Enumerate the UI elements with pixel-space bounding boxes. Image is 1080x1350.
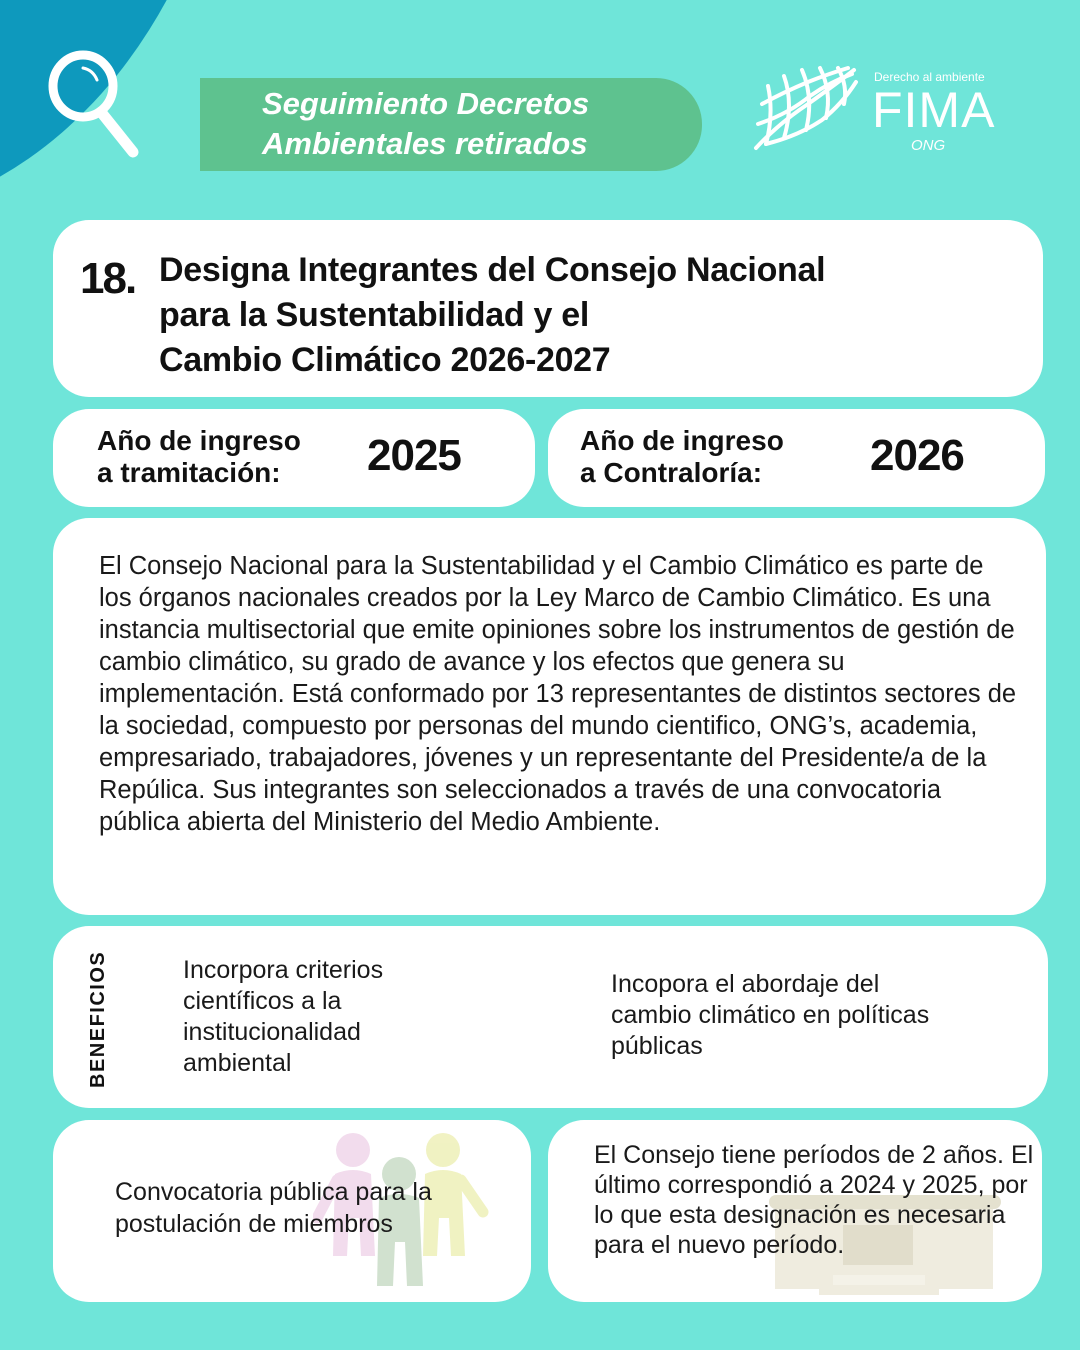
year-label-line2: a tramitación: — [97, 457, 281, 488]
logo-suffix: ONG — [911, 137, 946, 154]
decree-number: 18. — [80, 254, 136, 303]
header-title-line1: Seguimiento Decretos — [262, 86, 590, 121]
year-tramitacion-value: 2025 — [367, 431, 461, 480]
decree-title — [159, 248, 1029, 383]
globe-net-icon — [748, 64, 860, 154]
year-tramitacion-label — [97, 425, 301, 489]
year-label-line1: Año de ingreso — [97, 425, 301, 456]
search-icon — [45, 48, 145, 160]
fima-logo — [748, 62, 1018, 162]
benefit-item: Incorpora criterios científicos a la institucionalidad ambiental — [183, 956, 384, 1077]
period-note-text: El Consejo tiene períodos de 2 años. El último correspondió a 2024 y 2025, por lo que esta designación es necesaria para el nuevo período. — [594, 1141, 1034, 1259]
logo-tagline: Derecho al ambiente — [874, 70, 985, 84]
period-card — [548, 1120, 1042, 1302]
description-text: El Consejo Nacional para la Sustentabilidad y el Cambio Climático es parte de los órganos nacionales creados por la Ley Marco de Cambio Climático. Es una instancia multisectorial que emite opiniones sobre los instrumentos de gestión de cambio climático, su grado de avance y los efectos que genera su implementación. Está conformado por 13 representantes de distintos sectores de la sociedad, compuesto por personas del mundo cientifico, ONG’s, academia, empresariado, trabajadores, jóvenes y un representante del Presidente/a de la Repúlica. Sus integrantes son seleccionados a través de una convocatoria pública abierta del Ministerio del Medio Ambiente. — [99, 552, 1017, 836]
year-tramitacion-card — [53, 409, 535, 507]
header-title-line2: Ambientales retirados — [262, 126, 588, 161]
year-contraloria-card — [548, 409, 1045, 507]
benefit-item: Incopora el abordaje del cambio climático en políticas públicas — [611, 970, 930, 1060]
benefits-label: BENEFICIOS — [87, 950, 109, 1088]
year-contraloria-label — [580, 425, 784, 489]
header-title — [262, 84, 682, 164]
decree-title-line3: Cambio Climático 2026-2027 — [159, 341, 611, 379]
decree-title-line2: para la Sustentabilidad y el — [159, 296, 589, 334]
decree-title-card — [53, 220, 1043, 397]
call-note-text: Convocatoria pública para la postulación de miembros — [115, 1178, 432, 1238]
call-card — [53, 1120, 531, 1302]
logo-name: FIMA — [872, 82, 996, 138]
year-contraloria-value: 2026 — [870, 431, 964, 480]
benefits-card — [53, 926, 1048, 1108]
description-card — [53, 518, 1046, 915]
year-label-line2: a Contraloría: — [580, 457, 763, 488]
year-label-line1: Año de ingreso — [580, 425, 784, 456]
decree-title-line1: Designa Integrantes del Consejo Nacional — [159, 251, 826, 289]
